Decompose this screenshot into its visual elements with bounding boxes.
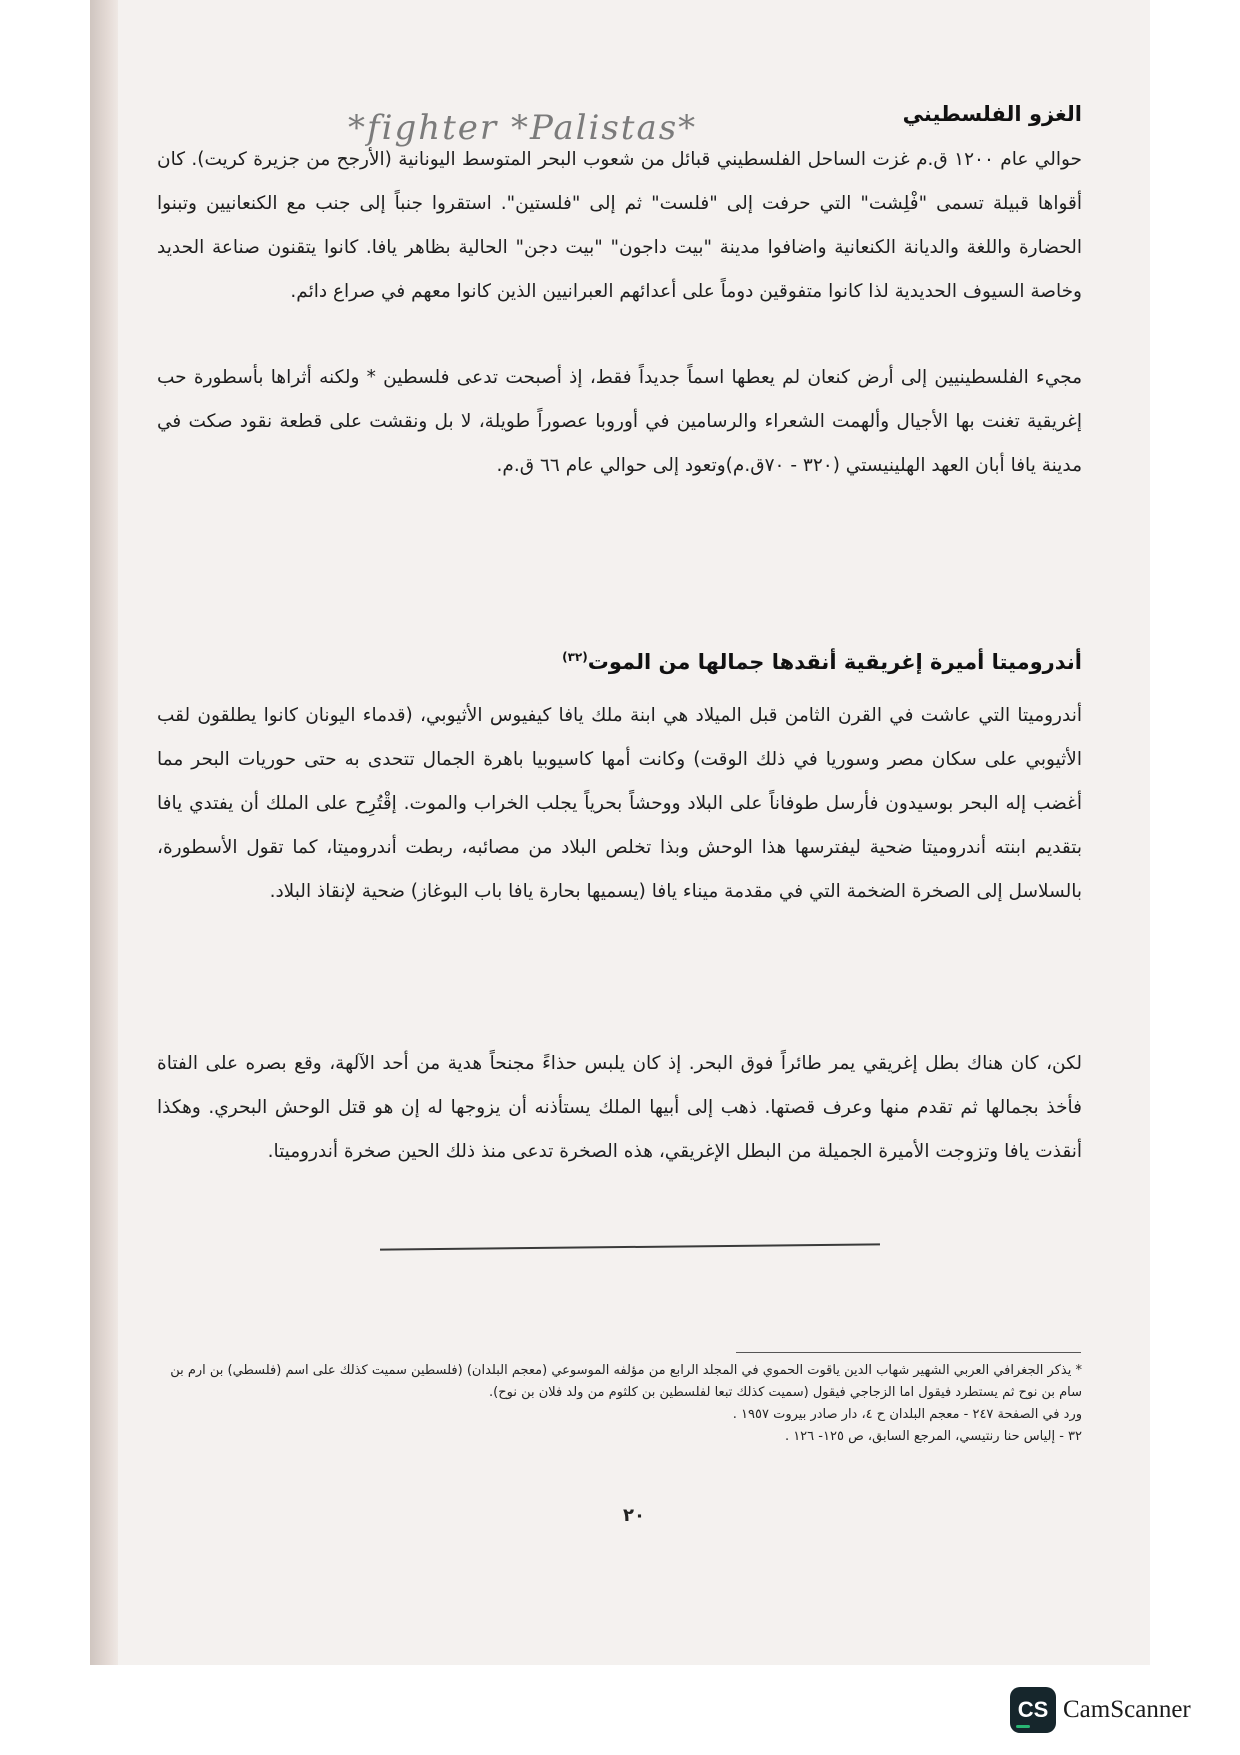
page-number: ٢٠ [623, 1505, 645, 1526]
pen-underline [380, 1243, 880, 1250]
paragraph-andromeda-rescue: لكن، كان هناك بطل إغريقي يمر طائراً فوق البحر. إذ كان يلبس حذاءً مجنحاً هدية من أحد الآلهة، وقع بصره على الفتاة فأخذ بجمالها ثم تقدم منها وعرف قصتها. ذهب إلى أبيها الملك يستأذنه أن يزوجها له إن هو قتل الوحش البحري. وهكذا أنقذت يافا وتزوجت الأميرة الجميلة من البطل الإغريقي، هذه الصخرة تدعى منذ ذلك الحين صخرة أندروميتا. [157, 1053, 1082, 1162]
section-heading-philistine-invasion: الغزو الفلسطيني [902, 102, 1082, 126]
paragraph-philistine-invasion: حوالي عام ١٢٠٠ ق.م غزت الساحل الفلسطيني قبائل من شعوب البحر المتوسط اليونانية (الأرجح من جزيرة كريت). كان أقواها قبيلة تسمى "فْلِشت" التي حرفت إلى "فلست" ثم إلى "فلستين". استقروا جنباً إلى جنب مع الكنعانيين وتبنوا الحضارة واللغة والديانة الكنعانية واضافوا مدينة "بيت داجون" "بيت دجن" الحالية بظاهر يافا. كانوا يتقنون صناعة الحديد وخاصة السيوف الحديدية لذا كانوا متفوقين دوماً على أعدائهم العبرانيين الذين كانوا معهم في صراع دائم. [157, 149, 1082, 302]
camscanner-logo-icon: CS [1010, 1687, 1056, 1733]
scan-margin [0, 0, 90, 1755]
paragraph-andromeda-story: أندروميتا التي عاشت في القرن الثامن قبل الميلاد هي ابنة ملك يافا كيفيوس الأثيوبي، (قدماء اليونان كانوا يطلقون لقب الأثيوبي على سكان مصر وسوريا في ذلك الوقت) وكانت أمها كاسيوبيا باهرة الجمال تتحدى به حتى حوريات البحر مما أغضب إله البحر بوسيدون فأرسل طوفاناً على البلاد ووحشاً بحرياً يجلب الخراب والموت. إقْتُرِح على الملك أن يفتدي يافا بتقديم ابنته أندروميتا ضحية ليفترسها هذا الوحش وبذا تخلص البلاد من مصائبه، ربطت أندروميتا، كما تقول الأسطورة، بالسلاسل إلى الصخرة الضخمة التي في مقدمة ميناء يافا (يسميها بحارة يافا باب البوغاز) ضحية لإنقاذ البلاد. [157, 705, 1082, 902]
section-heading-andromeda [562, 650, 1082, 674]
footnote-yaqut: * يذكر الجغرافي العربي الشهير شهاب الدين ياقوت الحموي في المجلد الرابع من مؤلفه الموسوعي (معجم البلدان) (فلسطين سميت كذلك على اسم (فلسطي) بن ارم بن سام بن نوح ثم يستطرد فيقول اما الزجاجي فيقول (سميت كذلك تبعا لفلسطين بن كلثوم من ولد فلان بن نوح). [170, 1363, 1082, 1400]
camscanner-watermark: CamScanner [1063, 1696, 1191, 1723]
footnote-32: ٣٢ - إلياس حنا رنتيسي، المرجع السابق، ص ١٢٥- ١٢٦ . [784, 1429, 1082, 1444]
handwritten-annotation: *fighter *Palistas* [348, 108, 698, 148]
paragraph-name-palestine: مجيء الفلسطينيين إلى أرض كنعان لم يعطها اسماً جديداً فقط، إذ أصبحت تدعى فلسطين * ولكنه أثراها بأسطورة حب إغريقية تغنت بها الأجيال وألهمت الشعراء والرسامين في أوروبا عصوراً طويلة، لا بل ونقشت على قطعة نقود صكت في مدينة يافا أبان العهد الهلينيستي (٣٢٠ - ٧٠ق.م)وتعود إلى حوالي عام ٦٦ ق.م. [157, 367, 1082, 476]
footnotes [157, 1360, 1082, 1448]
book-spine-edge [90, 0, 118, 1665]
footnote-ref-32: (٣٢) [562, 650, 588, 664]
book-page [118, 0, 1150, 1665]
footnote-muajam: ورد في الصفحة ٢٤٧ - معجم البلدان ح ٤، دار صادر بيروت ١٩٥٧ . [732, 1407, 1082, 1422]
footnote-separator [736, 1352, 1081, 1353]
heading-andromeda-text: أندروميتا أميرة إغريقية أنقدها جمالها من الموت [587, 650, 1082, 674]
